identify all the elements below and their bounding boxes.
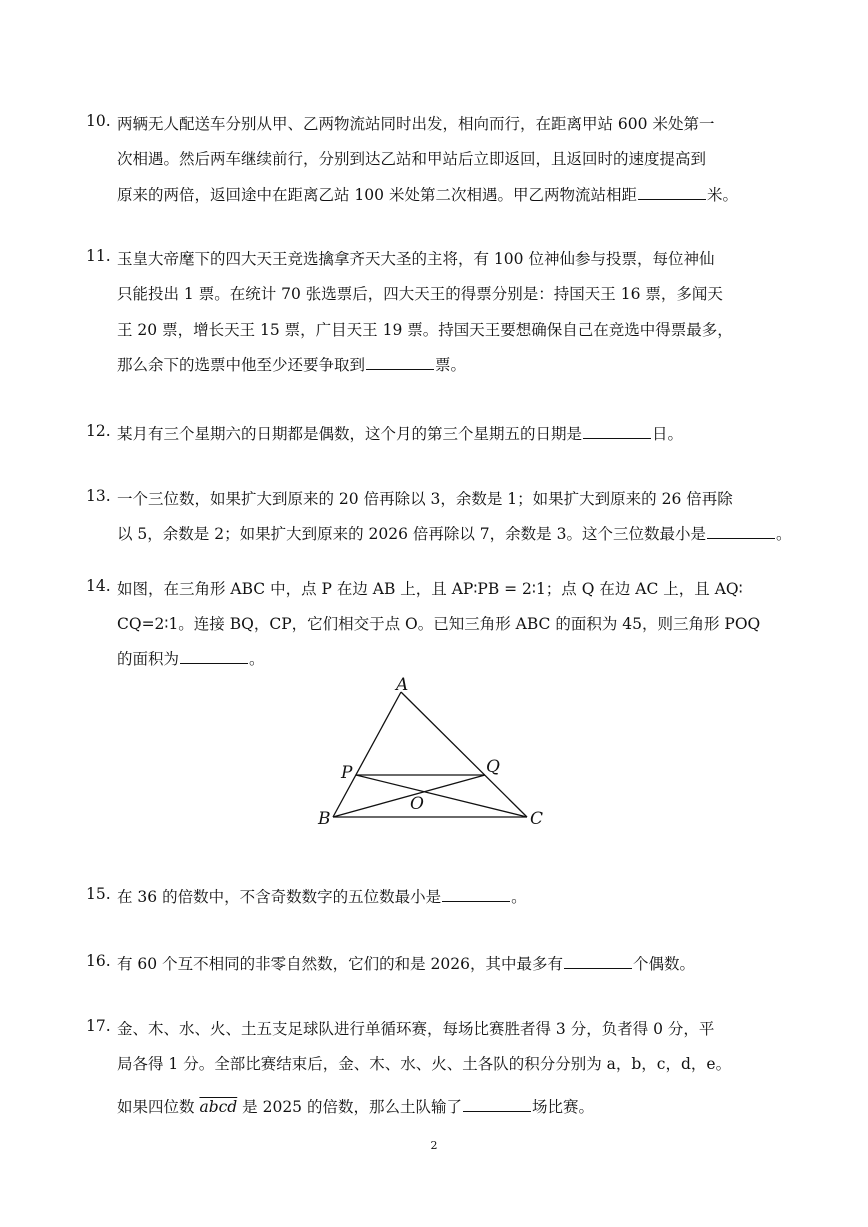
question-number: 11. [86, 247, 111, 265]
question-text-line: 以 5，余数是 2；如果扩大到原来的 2026 倍再除以 7，余数是 3。这个三位数最小是 。 [117, 525, 792, 543]
answer-blank[interactable] [638, 198, 706, 200]
answer-blank[interactable] [442, 900, 510, 902]
answer-blank[interactable] [463, 1110, 531, 1112]
answer-blank[interactable] [564, 967, 632, 969]
question-text-line: 如图，在三角形 ABC 中，点 P 在边 AB 上，且 AP∶PB = 2∶1；点 Q 在边 AC 上，且 AQ∶ [117, 580, 743, 598]
question-number: 13. [86, 487, 111, 505]
answer-blank[interactable] [180, 662, 248, 664]
label-C: C [530, 809, 544, 829]
segment-CP [356, 775, 527, 817]
answer-blank[interactable] [366, 368, 434, 370]
question-number: 17. [86, 1017, 111, 1035]
question-number: 12. [86, 422, 111, 440]
four-digit-number: abcd [199, 1098, 238, 1116]
question-text-line: 原来的两倍，返回途中在距离乙站 100 米处第二次相遇。甲乙两物流站相距 米。 [117, 186, 738, 204]
question-text-line: 在 36 的倍数中，不含奇数数字的五位数最小是 。 [117, 888, 527, 906]
question-text-line: 如果四位数 abcd 是 2025 的倍数，那么土队输了 场比赛。 [117, 1098, 594, 1116]
answer-blank[interactable] [583, 437, 651, 439]
question-text-line: 局各得 1 分。全部比赛结束后，金、木、水、火、土各队的积分分别为 a，b，c，d，e。 [117, 1055, 732, 1073]
label-P: P [341, 763, 353, 783]
question-text-line: 的面积为 。 [117, 650, 265, 668]
label-O: O [410, 794, 424, 814]
question-number: 10. [86, 112, 111, 130]
question-number: 14. [86, 577, 111, 595]
page-number: 2 [430, 1139, 438, 1152]
question-number: 15. [86, 885, 111, 903]
question-text-line: 那么余下的选票中他至少还要争取到 票。 [117, 356, 467, 374]
question-text-line: 王 20 票，增长天王 15 票，广目天王 19 票。持国天王要想确保自己在竞选中得票最多， [117, 321, 733, 339]
edge-AB [333, 692, 401, 817]
answer-blank[interactable] [707, 537, 775, 539]
question-text-line: 一个三位数，如果扩大到原来的 20 倍再除以 3，余数是 1；如果扩大到原来的 26 倍再除 [117, 490, 733, 508]
segment-BQ [333, 775, 485, 817]
question-text-line: 某月有三个星期六的日期都是偶数，这个月的第三个星期五的日期是 日。 [117, 425, 684, 443]
question-text-line: 两辆无人配送车分别从甲、乙两物流站同时出发，相向而行，在距离甲站 600 米处第一 [117, 115, 715, 133]
question-number: 16. [86, 952, 111, 970]
label-B: B [318, 809, 331, 829]
question-text-line: 次相遇。然后两车继续前行，分别到达乙站和甲站后立即返回，且返回时的速度提高到 [117, 150, 707, 168]
question-text-line: 有 60 个互不相同的非零自然数，它们的和是 2026，其中最多有 个偶数。 [117, 955, 695, 973]
label-Q: Q [486, 757, 500, 777]
question-text-line: 只能投出 1 票。在统计 70 张选票后，四大天王的得票分别是：持国天王 16 票，多闻天 [117, 285, 723, 303]
triangle-figure [310, 672, 560, 842]
question-text-line: CQ=2∶1。连接 BQ，CP，它们相交于点 O。已知三角形 ABC 的面积为 45，则三角形 POQ [117, 615, 761, 633]
question-text-line: 金、木、水、火、土五支足球队进行单循环赛，每场比赛胜者得 3 分，负者得 0 分，平 [117, 1020, 715, 1038]
label-A: A [396, 675, 409, 695]
question-text-line: 玉皇大帝麾下的四大天王竞选擒拿齐天大圣的主将，有 100 位神仙参与投票，每位神仙 [117, 250, 715, 268]
